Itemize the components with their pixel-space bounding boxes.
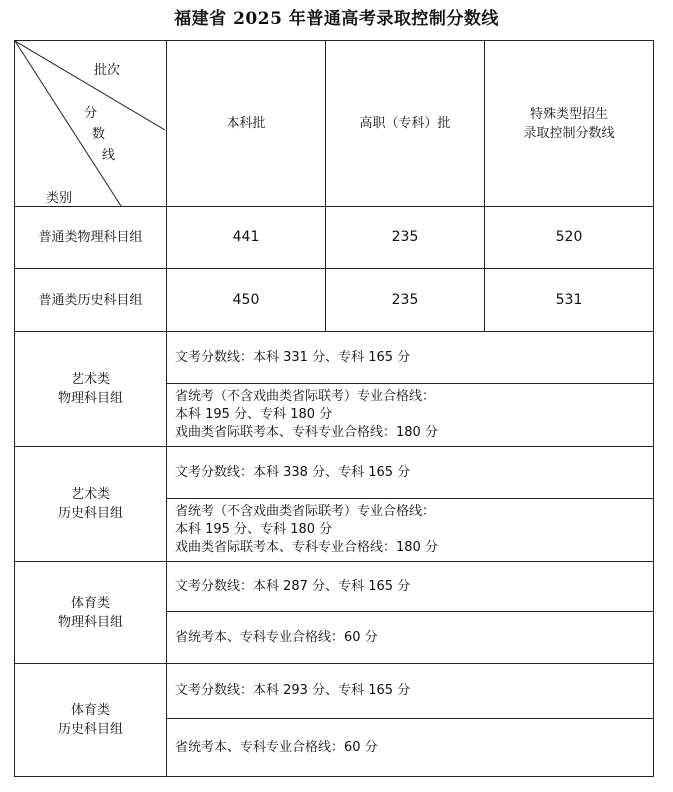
arts-physics-pro-3: 戏曲类省际联考本、专科专业合格线：180 分 — [175, 425, 438, 440]
arts-history-pro — [167, 499, 653, 561]
arts-history-pro-2: 本科 195 分、专科 180 分 — [175, 522, 333, 537]
corner-diagonals — [15, 41, 166, 207]
arts-history-label-2: 历史科目组 — [57, 506, 123, 521]
score-history-vocational: 235 — [391, 291, 419, 308]
score-physics-vocational: 235 — [391, 229, 419, 245]
arts-history-pro-1: 省统考（不含戏曲类省际联考）专业合格线： — [175, 504, 436, 519]
sports-history-label — [15, 664, 166, 776]
score-physics-special: 520 — [555, 229, 583, 245]
arts-physics-label-2: 物理科目组 — [57, 391, 123, 406]
page-title: 福建省 2025 年普通高考录取控制分数线 — [174, 9, 499, 29]
score-history-special: 531 — [555, 291, 583, 308]
arts-history-pro-3: 戏曲类省际联考本、专科专业合格线：180 分 — [175, 540, 438, 555]
row-label-history: 普通类历史科目组 — [38, 292, 143, 308]
sports-history-label-1: 体育类 — [70, 703, 110, 718]
arts-physics-label — [15, 332, 166, 446]
arts-history-label-1: 艺术类 — [70, 487, 110, 502]
arts-physics-pro — [167, 384, 653, 446]
arts-physics-culture: 文考分数线：本科 331 分、专科 165 分 — [175, 349, 411, 365]
row-label-physics: 普通类物理科目组 — [38, 230, 143, 245]
sports-physics-pro: 省统考本、专科专业合格线：60 分 — [175, 629, 378, 645]
arts-physics-pro-2: 本科 195 分、专科 180 分 — [175, 407, 333, 422]
sports-physics-culture: 文考分数线：本科 287 分、专科 165 分 — [175, 578, 411, 594]
arts-physics-pro-1: 省统考（不含戏曲类省际联考）专业合格线： — [175, 389, 436, 404]
corner-label-xian: 线 — [102, 148, 116, 163]
corner-label-batch: 批次 — [94, 63, 121, 78]
sports-history-pro: 省统考本、专科专业合格线：60 分 — [175, 739, 378, 755]
corner-label-category: 类别 — [46, 191, 73, 206]
score-physics-undergrad: 441 — [232, 229, 260, 245]
arts-history-label — [15, 447, 166, 561]
sports-physics-label — [15, 562, 166, 663]
arts-history-culture: 文考分数线：本科 338 分、专科 165 分 — [175, 464, 411, 480]
sports-history-culture: 文考分数线：本科 293 分、专科 165 分 — [175, 683, 411, 698]
corner-label-shu: 数 — [92, 127, 106, 142]
corner-label-fen: 分 — [84, 106, 98, 121]
header-special-line1: 特殊类型招生 — [529, 106, 608, 122]
header-undergrad: 本科批 — [226, 116, 266, 131]
header-vocational: 高职（专科）批 — [359, 116, 451, 131]
sports-history-label-2: 历史科目组 — [57, 722, 123, 737]
sports-physics-label-2: 物理科目组 — [57, 614, 123, 630]
arts-physics-label-1: 艺术类 — [70, 372, 110, 387]
score-history-undergrad: 450 — [232, 291, 260, 308]
header-special — [485, 41, 653, 206]
header-special-line2: 录取控制分数线 — [523, 125, 615, 141]
sports-physics-label-1: 体育类 — [70, 595, 110, 611]
